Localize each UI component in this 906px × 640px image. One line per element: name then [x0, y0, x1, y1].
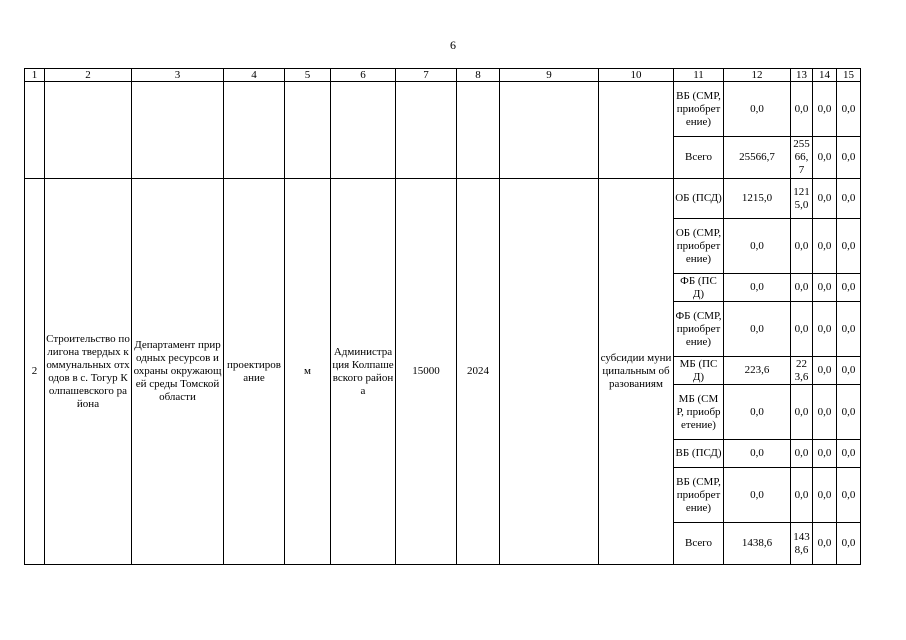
- budget-table: [24, 68, 861, 565]
- cont-cell-1: [25, 82, 45, 179]
- amount-cell: 0,0: [791, 274, 813, 302]
- amount-cell: 0,0: [837, 357, 861, 385]
- amount-cell: 0,0: [813, 523, 837, 565]
- funding-source: ОБ (ПСД): [674, 179, 724, 219]
- cont-cell-8: [457, 82, 500, 179]
- funding-source: Всего: [674, 137, 724, 179]
- amount-cell: 0,0: [724, 302, 791, 357]
- amount-cell: 0,0: [791, 440, 813, 468]
- amount-cell: 25566,7: [791, 137, 813, 179]
- amount-cell: 0,0: [791, 302, 813, 357]
- col-header-9: 9: [500, 69, 599, 82]
- amount-cell: 223,6: [791, 357, 813, 385]
- col-header-2: 2: [45, 69, 132, 82]
- col-header-4: 4: [224, 69, 285, 82]
- amount-cell: 223,6: [724, 357, 791, 385]
- cont-cell-6: [331, 82, 396, 179]
- cont-cell-10: [599, 82, 674, 179]
- table-row: [25, 179, 861, 219]
- col-9-cell: [500, 179, 599, 565]
- amount-cell: 0,0: [837, 385, 861, 440]
- amount-cell: 0,0: [724, 219, 791, 274]
- amount-cell: 0,0: [837, 219, 861, 274]
- amount-cell: 0,0: [813, 274, 837, 302]
- amount-cell: 0,0: [791, 219, 813, 274]
- department: Департамент природных ресурсов и охраны окружающей среды Томской области: [132, 179, 224, 565]
- amount-cell: 0,0: [724, 440, 791, 468]
- funding-source: ФБ (СМР, приобретение): [674, 302, 724, 357]
- amount-cell: 0,0: [724, 82, 791, 137]
- amount-cell: 25566,7: [724, 137, 791, 179]
- amount-cell: 0,0: [724, 274, 791, 302]
- table-row: [25, 82, 861, 137]
- amount-cell: 0,0: [791, 468, 813, 523]
- amount-cell: 0,0: [724, 468, 791, 523]
- amount-cell: 0,0: [813, 82, 837, 137]
- cont-cell-5: [285, 82, 331, 179]
- amount-cell: 0,0: [837, 179, 861, 219]
- col-header-12: 12: [724, 69, 791, 82]
- col-header-7: 7: [396, 69, 457, 82]
- col-header-8: 8: [457, 69, 500, 82]
- header-row: [25, 69, 861, 82]
- col-header-14: 14: [813, 69, 837, 82]
- page-number: 6: [450, 38, 456, 52]
- year: 2024: [457, 179, 500, 565]
- funding-source: Всего: [674, 523, 724, 565]
- funding-source: МБ (ПСД): [674, 357, 724, 385]
- amount-cell: 1215,0: [791, 179, 813, 219]
- col-header-11: 11: [674, 69, 724, 82]
- col-header-13: 13: [791, 69, 813, 82]
- amount-cell: 0,0: [837, 302, 861, 357]
- amount-cell: 0,0: [813, 385, 837, 440]
- amount-cell: 0,0: [837, 440, 861, 468]
- amount-cell: 0,0: [813, 468, 837, 523]
- cont-cell-7: [396, 82, 457, 179]
- col-header-6: 6: [331, 69, 396, 82]
- funding-source: ВБ (СМР, приобретение): [674, 82, 724, 137]
- capacity: 15000: [396, 179, 457, 565]
- amount-cell: 1215,0: [724, 179, 791, 219]
- cont-cell-4: [224, 82, 285, 179]
- amount-cell: 0,0: [837, 82, 861, 137]
- amount-cell: 0,0: [813, 179, 837, 219]
- amount-cell: 0,0: [813, 302, 837, 357]
- amount-cell: 1438,6: [724, 523, 791, 565]
- amount-cell: 0,0: [813, 357, 837, 385]
- funding-source: МБ (СМР, приобретение): [674, 385, 724, 440]
- col-header-15: 15: [837, 69, 861, 82]
- amount-cell: 0,0: [813, 440, 837, 468]
- col-header-5: 5: [285, 69, 331, 82]
- customer: Администрация Колпашевского района: [331, 179, 396, 565]
- col-header-3: 3: [132, 69, 224, 82]
- financing-form: субсидии муниципальным образованиям: [599, 179, 674, 565]
- object-name: Строительство полигона твердых коммунальных отходов в с. Тогур Колпашевского района: [45, 179, 132, 565]
- col-header-10: 10: [599, 69, 674, 82]
- funding-source: ФБ (ПСД): [674, 274, 724, 302]
- amount-cell: 0,0: [837, 137, 861, 179]
- cont-cell-3: [132, 82, 224, 179]
- funding-source: ОБ (СМР, приобретение): [674, 219, 724, 274]
- amount-cell: 0,0: [724, 385, 791, 440]
- funding-source: ВБ (СМР, приобретение): [674, 468, 724, 523]
- col-header-1: 1: [25, 69, 45, 82]
- stage: проектирование: [224, 179, 285, 565]
- unit: м: [285, 179, 331, 565]
- amount-cell: 0,0: [791, 385, 813, 440]
- amount-cell: 0,0: [791, 82, 813, 137]
- amount-cell: 0,0: [813, 219, 837, 274]
- amount-cell: 1438,6: [791, 523, 813, 565]
- row-number: 2: [25, 179, 45, 565]
- cont-cell-9: [500, 82, 599, 179]
- amount-cell: 0,0: [837, 523, 861, 565]
- funding-source: ВБ (ПСД): [674, 440, 724, 468]
- amount-cell: 0,0: [837, 274, 861, 302]
- amount-cell: 0,0: [813, 137, 837, 179]
- cont-cell-2: [45, 82, 132, 179]
- amount-cell: 0,0: [837, 468, 861, 523]
